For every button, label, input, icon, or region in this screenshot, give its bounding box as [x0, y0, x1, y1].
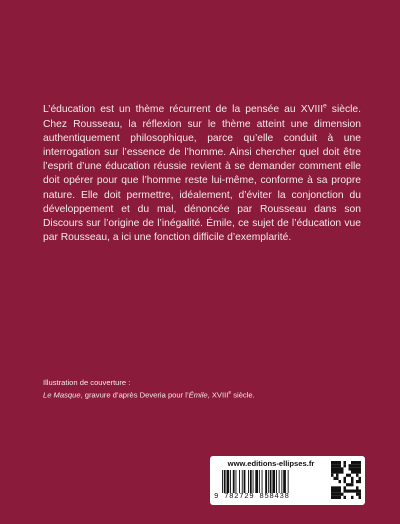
barcode-bar [288, 470, 289, 493]
barcode-bar [244, 470, 246, 493]
qr-module [344, 464, 347, 467]
barcode-bar [283, 470, 286, 493]
qr-module [351, 464, 354, 467]
qr-module [354, 461, 357, 464]
barcode-bar [279, 470, 280, 493]
credit-book: Émile [188, 390, 208, 400]
barcode-bar [236, 470, 237, 493]
barcode-bar [222, 470, 223, 493]
qr-module [344, 461, 347, 464]
qr-module [354, 467, 357, 470]
barcode-bar [272, 470, 275, 493]
qr-module [351, 477, 354, 480]
qr-module [341, 471, 344, 474]
qr-module [359, 480, 362, 483]
barcode-bar [239, 470, 240, 493]
barcode-bar [230, 470, 231, 493]
qr-module [339, 480, 342, 483]
qr-module [339, 493, 342, 496]
qr-module [339, 486, 342, 489]
qr-module [341, 493, 344, 496]
qr-module [351, 496, 354, 499]
barcode-bar [255, 470, 258, 493]
credit-label: Illustration de couverture : [43, 378, 131, 387]
qr-module [359, 493, 362, 496]
qr-module [331, 496, 334, 499]
qr-module [339, 467, 342, 470]
qr-module [339, 490, 342, 493]
barcode-bar [253, 470, 254, 493]
qr-module [356, 471, 359, 474]
qr-module [346, 483, 349, 486]
qr-module [356, 490, 359, 493]
barcode-bar [265, 470, 267, 493]
barcode-bar [276, 470, 277, 493]
isbn-barcode [222, 470, 322, 493]
qr-module [331, 490, 334, 493]
qr-module [344, 490, 347, 493]
qr-module [331, 486, 334, 489]
barcode-bar [242, 470, 243, 493]
qr-module [359, 477, 362, 480]
qr-module [344, 480, 347, 483]
qr-module [344, 496, 347, 499]
credit-title: Le Masque [43, 390, 81, 400]
credit-century: , XVIII [207, 390, 229, 400]
qr-module [341, 467, 344, 470]
credit-line [43, 388, 343, 401]
qr-module [359, 490, 362, 493]
qr-module [349, 483, 352, 486]
credit-middle: , gravure d’après Deveria pour l’ [80, 390, 189, 400]
qr-module [334, 461, 337, 464]
qr-module [334, 493, 337, 496]
qr-module [356, 467, 359, 470]
qr-module [339, 464, 342, 467]
qr-module [336, 464, 339, 467]
qr-module [331, 474, 334, 477]
blurb-text [43, 103, 361, 245]
qr-module [359, 464, 362, 467]
qr-module [331, 464, 334, 467]
qr-module [359, 461, 362, 464]
qr-module [336, 486, 339, 489]
qr-module [339, 496, 342, 499]
qr-module [331, 461, 334, 464]
qr-module [336, 467, 339, 470]
qr-module [336, 474, 339, 477]
qr-module [356, 493, 359, 496]
qr-module [334, 477, 337, 480]
qr-module [351, 480, 354, 483]
isbn-number: 9 782729 858438 [214, 493, 290, 501]
qr-module [344, 486, 347, 489]
qr-module [334, 464, 337, 467]
qr-code [331, 461, 361, 499]
qr-module [349, 490, 352, 493]
qr-module [356, 474, 359, 477]
barcode-bar [248, 470, 249, 493]
qr-module [349, 464, 352, 467]
qr-module [354, 490, 357, 493]
qr-module [349, 467, 352, 470]
qr-module [344, 477, 347, 480]
qr-module [334, 467, 337, 470]
qr-module [354, 464, 357, 467]
qr-module [359, 467, 362, 470]
barcode-bar [224, 470, 226, 493]
barcode-bar [250, 470, 252, 493]
qr-module [334, 490, 337, 493]
qr-module [334, 471, 337, 474]
qr-module [336, 493, 339, 496]
qr-module [336, 471, 339, 474]
qr-module [356, 461, 359, 464]
qr-module [331, 471, 334, 474]
qr-module [351, 471, 354, 474]
qr-module [351, 467, 354, 470]
qr-module [351, 461, 354, 464]
blurb-part-2: siècle. Chez Rousseau, la réflexion sur le thème atteint une dimension authentiquement philosophique, parce qu’elle conduit à une interrogation sur l’essence de l’homme. Ainsi chercher quel doit être l’esprit d’une éducation réussie revient à se demander comment elle doit opérer pour que l’homme reste lui-même, conforme à sa propre nature. Elle doit permettre, idéalement, d’éviter la conjonction du développement et du mal, dénoncée par Rousseau dans son Discours sur l’origine de l’inégalité. Émile, ce sujet de l’éducation vue par Rousseau, a ici une fonction difficile d’exemplarité. [43, 104, 361, 244]
qr-module [359, 496, 362, 499]
qr-module [351, 483, 354, 486]
credit-superscript: e [228, 390, 232, 396]
qr-module [339, 461, 342, 464]
qr-module [336, 461, 339, 464]
qr-module [346, 474, 349, 477]
qr-module [354, 471, 357, 474]
qr-module [334, 486, 337, 489]
qr-module [351, 490, 354, 493]
cover-illustration-credit [43, 377, 343, 401]
qr-module [331, 467, 334, 470]
blurb-part-1: L’éducation est un thème récurrent de la pensée au XVIII [43, 104, 324, 116]
barcode-bar [268, 470, 269, 493]
qr-module [346, 490, 349, 493]
qr-module [339, 471, 342, 474]
barcode-bar [259, 470, 260, 493]
barcode-panel [210, 456, 365, 505]
qr-module [356, 464, 359, 467]
barcode-bar [281, 470, 282, 493]
barcode-bar [233, 470, 235, 493]
qr-module [349, 474, 352, 477]
qr-module [356, 480, 359, 483]
qr-module [359, 471, 362, 474]
blurb-superscript: e [323, 102, 327, 110]
barcode-bar [270, 470, 272, 493]
publisher-website: www.editions-ellipses.fr [227, 459, 315, 468]
qr-module [331, 493, 334, 496]
barcode-bar [262, 470, 263, 493]
qr-module [336, 496, 339, 499]
qr-module [336, 477, 339, 480]
qr-module [336, 490, 339, 493]
barcode-bar [227, 470, 230, 493]
qr-module [356, 486, 359, 489]
credit-end: siècle. [231, 390, 255, 400]
qr-module [334, 496, 337, 499]
